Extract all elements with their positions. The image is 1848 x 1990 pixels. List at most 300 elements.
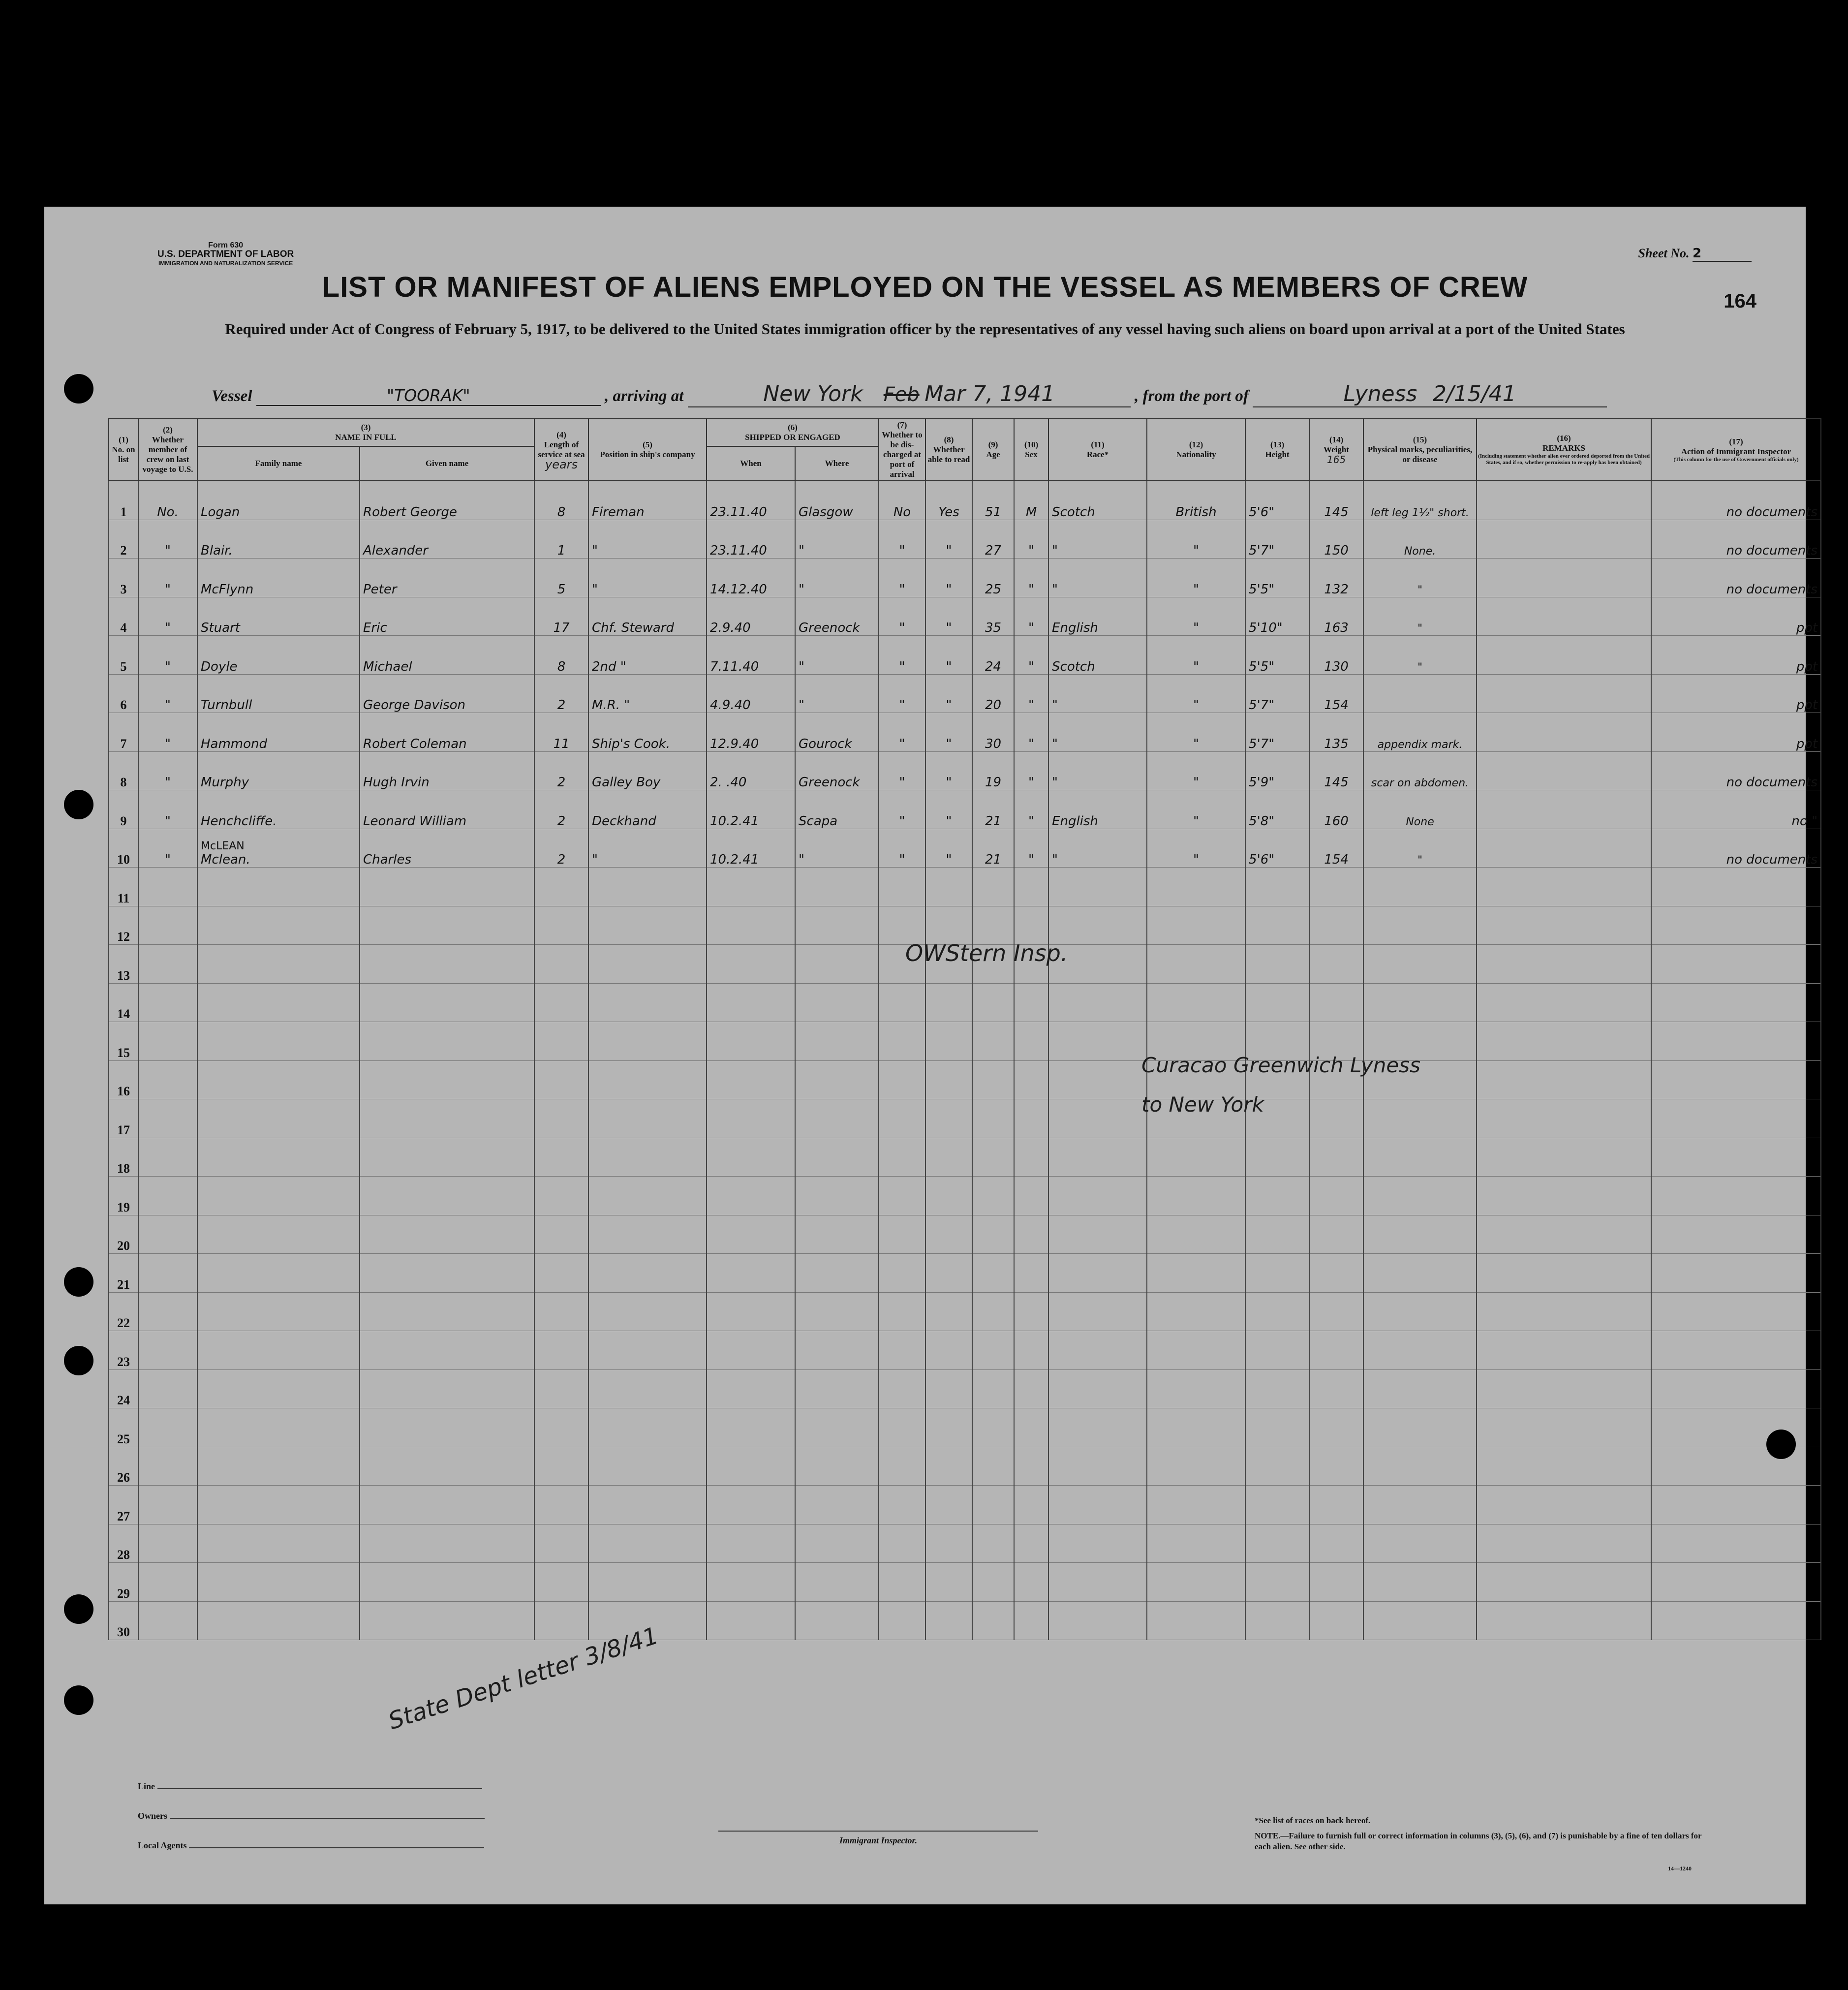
fine-note: NOTE.—Failure to furnish full or correct information in columns (3), (5), (6), and (7) is punishable by a fine of ten dollars for each alien. See other side.: [1255, 1831, 1702, 1851]
cell-remarks: [1477, 481, 1651, 520]
cell-service: [534, 1099, 588, 1138]
sheet-label: Sheet No.: [1638, 246, 1690, 260]
cell-given: [360, 1099, 534, 1138]
cell-race: [1048, 1060, 1147, 1099]
cell-family: [197, 983, 360, 1022]
cell-service: [534, 1563, 588, 1602]
cell-sex: [1014, 983, 1048, 1022]
cell-weight: 160: [1309, 790, 1363, 829]
cell-given: [360, 1331, 534, 1370]
col-remarks-header: (16) REMARKS (Including statement whether alien ever ordered deported from the United States, and if so, whether permission to re-apply has been obtained): [1477, 419, 1651, 481]
form-header: [157, 241, 294, 268]
cell-marks: ": [1363, 636, 1477, 675]
cell-sex: [1014, 1177, 1048, 1215]
table-row: [109, 1447, 1821, 1486]
cell-weight: [1309, 1254, 1363, 1293]
cell-discharged: [879, 1215, 925, 1254]
cell-read: [925, 1369, 972, 1408]
cell-remarks: [1477, 1486, 1651, 1524]
cell-given: Charles: [360, 829, 534, 868]
cell-sex: ": [1014, 636, 1048, 675]
cell-when: 4.9.40: [707, 674, 795, 713]
cell-service: [534, 1331, 588, 1370]
cell-remarks: [1477, 1060, 1651, 1099]
table-row: [109, 1524, 1821, 1563]
cell-read: [925, 1601, 972, 1640]
cell-read: ": [925, 597, 972, 636]
cell-given: [360, 983, 534, 1022]
cell-when: [707, 1099, 795, 1138]
cell-weight: [1309, 983, 1363, 1022]
cell-height: 5'6": [1245, 829, 1309, 868]
cell-nationality: [1147, 1369, 1245, 1408]
department-name: U.S. DEPARTMENT OF LABOR: [157, 249, 294, 259]
cell-remarks: [1477, 1215, 1651, 1254]
row-number: 15: [109, 1022, 138, 1061]
table-row: [109, 597, 1821, 636]
cell-discharged: ": [879, 829, 925, 868]
cell-marks: [1363, 945, 1477, 984]
cell-read: [925, 1563, 972, 1602]
cell-given: Eric: [360, 597, 534, 636]
row-number: 27: [109, 1486, 138, 1524]
cell-weight: [1309, 868, 1363, 906]
cell-remarks: [1477, 868, 1651, 906]
cell-family: Henchcliffe.: [197, 790, 360, 829]
cell-where: ": [795, 559, 879, 597]
cell-prev: [138, 983, 197, 1022]
cell-where: [795, 1215, 879, 1254]
cell-position: ": [588, 520, 707, 559]
cell-discharged: [879, 906, 925, 945]
cell-when: [707, 1524, 795, 1563]
cell-action: [1651, 868, 1821, 906]
cell-prev: ": [138, 520, 197, 559]
cell-sex: [1014, 1292, 1048, 1331]
row-number: 18: [109, 1138, 138, 1177]
cell-when: 12.9.40: [707, 713, 795, 752]
cell-where: [795, 1177, 879, 1215]
cell-service: [534, 1215, 588, 1254]
cell-discharged: [879, 1099, 925, 1138]
cell-when: [707, 868, 795, 906]
cell-height: [1245, 1486, 1309, 1524]
cell-marks: ": [1363, 597, 1477, 636]
row-number: 20: [109, 1215, 138, 1254]
cell-when: [707, 945, 795, 984]
cell-where: [795, 1369, 879, 1408]
cell-given: [360, 1138, 534, 1177]
cell-remarks: [1477, 983, 1651, 1022]
cell-action: [1651, 1447, 1821, 1486]
cell-where: [795, 868, 879, 906]
cell-when: 23.11.40: [707, 481, 795, 520]
cell-nationality: [1147, 1601, 1245, 1640]
cell-sex: [1014, 1408, 1048, 1447]
cell-position: Deckhand: [588, 790, 707, 829]
cell-family: [197, 1369, 360, 1408]
col-sex-header: (10) Sex: [1014, 419, 1048, 481]
cell-weight: 132: [1309, 559, 1363, 597]
row-number: 10: [109, 829, 138, 868]
cell-discharged: ": [879, 520, 925, 559]
cell-weight: 154: [1309, 829, 1363, 868]
binder-hole: [64, 1685, 93, 1715]
cell-family: McFlynn: [197, 559, 360, 597]
cell-position: Galley Boy: [588, 751, 707, 790]
cell-age: [972, 1408, 1014, 1447]
cell-sex: ": [1014, 559, 1048, 597]
binder-hole: [64, 1346, 93, 1375]
row-number: 23: [109, 1331, 138, 1370]
cell-sex: [1014, 868, 1048, 906]
row-number: 8: [109, 751, 138, 790]
cell-weight: 154: [1309, 674, 1363, 713]
cell-nationality: [1147, 1177, 1245, 1215]
cell-race: English: [1048, 597, 1147, 636]
cell-position: M.R. ": [588, 674, 707, 713]
from-blank: [1253, 381, 1607, 407]
cell-action: [1651, 1601, 1821, 1640]
cell-service: 11: [534, 713, 588, 752]
cell-family: Murphy: [197, 751, 360, 790]
cell-when: [707, 1060, 795, 1099]
state-dept-note: State Dept letter 3/8/41: [385, 1621, 662, 1735]
cell-race: ": [1048, 520, 1147, 559]
cell-nationality: ": [1147, 559, 1245, 597]
cell-age: [972, 1563, 1014, 1602]
cell-height: 5'7": [1245, 713, 1309, 752]
col-action-header: (17) Action of Immigrant Inspector (This column for the use of Government officials only): [1651, 419, 1821, 481]
cell-action: [1651, 1524, 1821, 1563]
cell-sex: ": [1014, 597, 1048, 636]
cell-read: [925, 983, 972, 1022]
cell-height: [1245, 1177, 1309, 1215]
cell-family: [197, 1099, 360, 1138]
cell-family: [197, 1177, 360, 1215]
cell-weight: 145: [1309, 751, 1363, 790]
cell-when: [707, 1138, 795, 1177]
cell-age: [972, 868, 1014, 906]
print-code: 14—1240: [1668, 1865, 1692, 1872]
cell-sex: ": [1014, 790, 1048, 829]
cell-given: [360, 1022, 534, 1061]
cell-age: [972, 1447, 1014, 1486]
cell-family: Stuart: [197, 597, 360, 636]
cell-sex: [1014, 1254, 1048, 1293]
cell-action: [1651, 1022, 1821, 1061]
cell-when: 2.9.40: [707, 597, 795, 636]
row-number: 5: [109, 636, 138, 675]
cell-position: ": [588, 829, 707, 868]
cell-prev: ": [138, 751, 197, 790]
row-number: 30: [109, 1601, 138, 1640]
cell-service: [534, 1486, 588, 1524]
col-race-header: (11) Race*: [1048, 419, 1147, 481]
cell-read: Yes: [925, 481, 972, 520]
cell-remarks: [1477, 1408, 1651, 1447]
cell-family: Blair.: [197, 520, 360, 559]
cell-where: [795, 1060, 879, 1099]
table-row: [109, 1254, 1821, 1293]
cell-discharged: [879, 1369, 925, 1408]
cell-discharged: [879, 1601, 925, 1640]
cell-remarks: [1477, 1022, 1651, 1061]
cell-when: [707, 983, 795, 1022]
cell-height: 5'5": [1245, 636, 1309, 675]
cell-service: 1: [534, 520, 588, 559]
cell-height: [1245, 983, 1309, 1022]
table-row: [109, 1408, 1821, 1447]
col-family-header: Family name: [197, 446, 360, 481]
cell-race: [1048, 1254, 1147, 1293]
cell-service: 2: [534, 790, 588, 829]
cell-age: [972, 1215, 1014, 1254]
cell-height: [1245, 1292, 1309, 1331]
cell-age: [972, 983, 1014, 1022]
vessel-label: Vessel: [212, 387, 252, 405]
cell-age: [972, 1254, 1014, 1293]
cell-given: George Davison: [360, 674, 534, 713]
cell-position: [588, 1369, 707, 1408]
cell-sex: [1014, 1447, 1048, 1486]
table-row: [109, 559, 1821, 597]
cell-when: [707, 1563, 795, 1602]
cell-sex: ": [1014, 520, 1048, 559]
cell-remarks: [1477, 559, 1651, 597]
cell-weight: [1309, 945, 1363, 984]
cell-race: [1048, 1022, 1147, 1061]
cell-height: [1245, 1601, 1309, 1640]
cell-family: Hammond: [197, 713, 360, 752]
cell-age: [972, 1486, 1014, 1524]
cell-position: 2nd ": [588, 636, 707, 675]
cell-marks: appendix mark.: [1363, 713, 1477, 752]
cell-given: Michael: [360, 636, 534, 675]
cell-service: [534, 1254, 588, 1293]
cell-read: ": [925, 790, 972, 829]
cell-where: [795, 1331, 879, 1370]
cell-where: Scapa: [795, 790, 879, 829]
cell-remarks: [1477, 1138, 1651, 1177]
cell-given: [360, 1060, 534, 1099]
cell-nationality: [1147, 1138, 1245, 1177]
row-number: 29: [109, 1563, 138, 1602]
table-row: [109, 636, 1821, 675]
cell-nationality: ": [1147, 751, 1245, 790]
cell-sex: [1014, 1060, 1048, 1099]
cell-service: [534, 1060, 588, 1099]
cell-when: [707, 1331, 795, 1370]
cell-given: [360, 1215, 534, 1254]
cell-when: 7.11.40: [707, 636, 795, 675]
cell-given: [360, 1408, 534, 1447]
col-age-header: (9) Age: [972, 419, 1014, 481]
cell-marks: [1363, 1408, 1477, 1447]
cell-discharged: ": [879, 674, 925, 713]
cell-read: ": [925, 559, 972, 597]
cell-prev: ": [138, 636, 197, 675]
cell-where: ": [795, 674, 879, 713]
cell-nationality: [1147, 1292, 1245, 1331]
cell-prev: [138, 1215, 197, 1254]
page-subtitle: Required under Act of Congress of February 5, 1917, to be delivered to the United States immigration officer by the representatives of any vessel having such aliens on board upon arrival at a port of the United States: [225, 320, 1625, 338]
cell-discharged: [879, 1060, 925, 1099]
cell-prev: [138, 1099, 197, 1138]
cell-marks: [1363, 1563, 1477, 1602]
cell-when: [707, 1254, 795, 1293]
footer-line: Line: [138, 1781, 482, 1792]
col-height-header: (13) Height: [1245, 419, 1309, 481]
cell-race: [1048, 1408, 1147, 1447]
cell-marks: [1363, 1369, 1477, 1408]
cell-race: [1048, 1524, 1147, 1563]
cell-marks: [1363, 1215, 1477, 1254]
arrival-date: Mar 7, 1941: [924, 381, 1055, 406]
family-name-correction: McLEAN: [201, 840, 245, 852]
cell-prev: [138, 1138, 197, 1177]
crew-rows: [109, 481, 1821, 1640]
table-row: [109, 1369, 1821, 1408]
cell-height: 5'9": [1245, 751, 1309, 790]
cell-read: ": [925, 829, 972, 868]
cell-sex: [1014, 1215, 1048, 1254]
cell-action: [1651, 1369, 1821, 1408]
table-row: [109, 790, 1821, 829]
cell-weight: 145: [1309, 481, 1363, 520]
cell-marks: [1363, 1447, 1477, 1486]
cell-discharged: No: [879, 481, 925, 520]
cell-position: [588, 1060, 707, 1099]
table-row: [109, 674, 1821, 713]
cell-race: [1048, 1486, 1147, 1524]
cell-sex: [1014, 1486, 1048, 1524]
from-label: , from the port of: [1134, 387, 1249, 405]
cell-read: ": [925, 713, 972, 752]
cell-age: 30: [972, 713, 1014, 752]
cell-where: [795, 1524, 879, 1563]
cell-discharged: [879, 983, 925, 1022]
cell-read: ": [925, 751, 972, 790]
cell-read: [925, 1408, 972, 1447]
cell-weight: [1309, 1447, 1363, 1486]
table-row: [109, 829, 1821, 868]
cell-where: [795, 945, 879, 984]
cell-prev: [138, 1563, 197, 1602]
cell-weight: [1309, 1177, 1363, 1215]
cell-age: 24: [972, 636, 1014, 675]
cell-sex: [1014, 1138, 1048, 1177]
immigrant-inspector-signature-line: Immigrant Inspector.: [718, 1831, 1038, 1846]
cell-remarks: [1477, 1369, 1651, 1408]
cell-action: [1651, 1138, 1821, 1177]
row-number: 19: [109, 1177, 138, 1215]
row-number: 7: [109, 713, 138, 752]
col-no-header: (1) No. on list: [109, 419, 138, 481]
cell-read: ": [925, 636, 972, 675]
cell-action: [1651, 1254, 1821, 1293]
cell-weight: [1309, 1215, 1363, 1254]
cell-position: Chf. Steward: [588, 597, 707, 636]
cell-prev: ": [138, 559, 197, 597]
cell-discharged: [879, 1408, 925, 1447]
cell-family: [197, 1060, 360, 1099]
cell-action: [1651, 1177, 1821, 1215]
cell-weight: [1309, 1408, 1363, 1447]
cell-remarks: [1477, 1524, 1651, 1563]
cell-read: [925, 1292, 972, 1331]
cell-weight: 150: [1309, 520, 1363, 559]
cell-position: [588, 1486, 707, 1524]
cell-read: [925, 1099, 972, 1138]
cell-marks: [1363, 1601, 1477, 1640]
cell-family: [197, 1408, 360, 1447]
cell-given: [360, 1601, 534, 1640]
cell-marks: [1363, 674, 1477, 713]
row-number: 16: [109, 1060, 138, 1099]
cell-given: Leonard William: [360, 790, 534, 829]
cell-when: 23.11.40: [707, 520, 795, 559]
cell-nationality: ": [1147, 713, 1245, 752]
cell-race: [1048, 1099, 1147, 1138]
cell-action: ppt: [1651, 636, 1821, 675]
cell-height: [1245, 1447, 1309, 1486]
cell-prev: [138, 1022, 197, 1061]
cell-where: [795, 1601, 879, 1640]
cell-family: Turnbull: [197, 674, 360, 713]
cell-action: [1651, 1060, 1821, 1099]
col-marks-header: (15) Physical marks, peculiarities, or disease: [1363, 419, 1477, 481]
cell-position: [588, 1022, 707, 1061]
cell-age: [972, 1022, 1014, 1061]
cell-prev: [138, 906, 197, 945]
cell-height: 5'6": [1245, 481, 1309, 520]
cell-height: [1245, 1563, 1309, 1602]
table-row: [109, 1486, 1821, 1524]
cell-race: [1048, 1177, 1147, 1215]
cell-age: [972, 1369, 1014, 1408]
cell-where: [795, 1447, 879, 1486]
cell-age: 20: [972, 674, 1014, 713]
cell-marks: None: [1363, 790, 1477, 829]
cell-weight: [1309, 906, 1363, 945]
cell-height: [1245, 906, 1309, 945]
table-row: [109, 906, 1821, 945]
cell-read: [925, 1022, 972, 1061]
cell-prev: [138, 1408, 197, 1447]
cell-nationality: [1147, 1331, 1245, 1370]
cell-discharged: [879, 1292, 925, 1331]
cell-where: [795, 1486, 879, 1524]
cell-where: Greenock: [795, 751, 879, 790]
route-note-line1: Curacao Greenwich Lyness: [1141, 1053, 1420, 1077]
col-weight-header: (14) Weight 165: [1309, 419, 1363, 481]
cell-height: 5'7": [1245, 674, 1309, 713]
cell-action: no ": [1651, 790, 1821, 829]
cell-action: [1651, 1486, 1821, 1524]
cell-race: [1048, 1292, 1147, 1331]
page-stamp: 164: [1724, 290, 1756, 312]
cell-discharged: [879, 1022, 925, 1061]
cell-nationality: British: [1147, 481, 1245, 520]
cell-when: [707, 1486, 795, 1524]
row-number: 1: [109, 481, 138, 520]
table-row: [109, 983, 1821, 1022]
cell-family: Doyle: [197, 636, 360, 675]
cell-prev: [138, 1369, 197, 1408]
cell-service: [534, 1447, 588, 1486]
table-row: [109, 481, 1821, 520]
